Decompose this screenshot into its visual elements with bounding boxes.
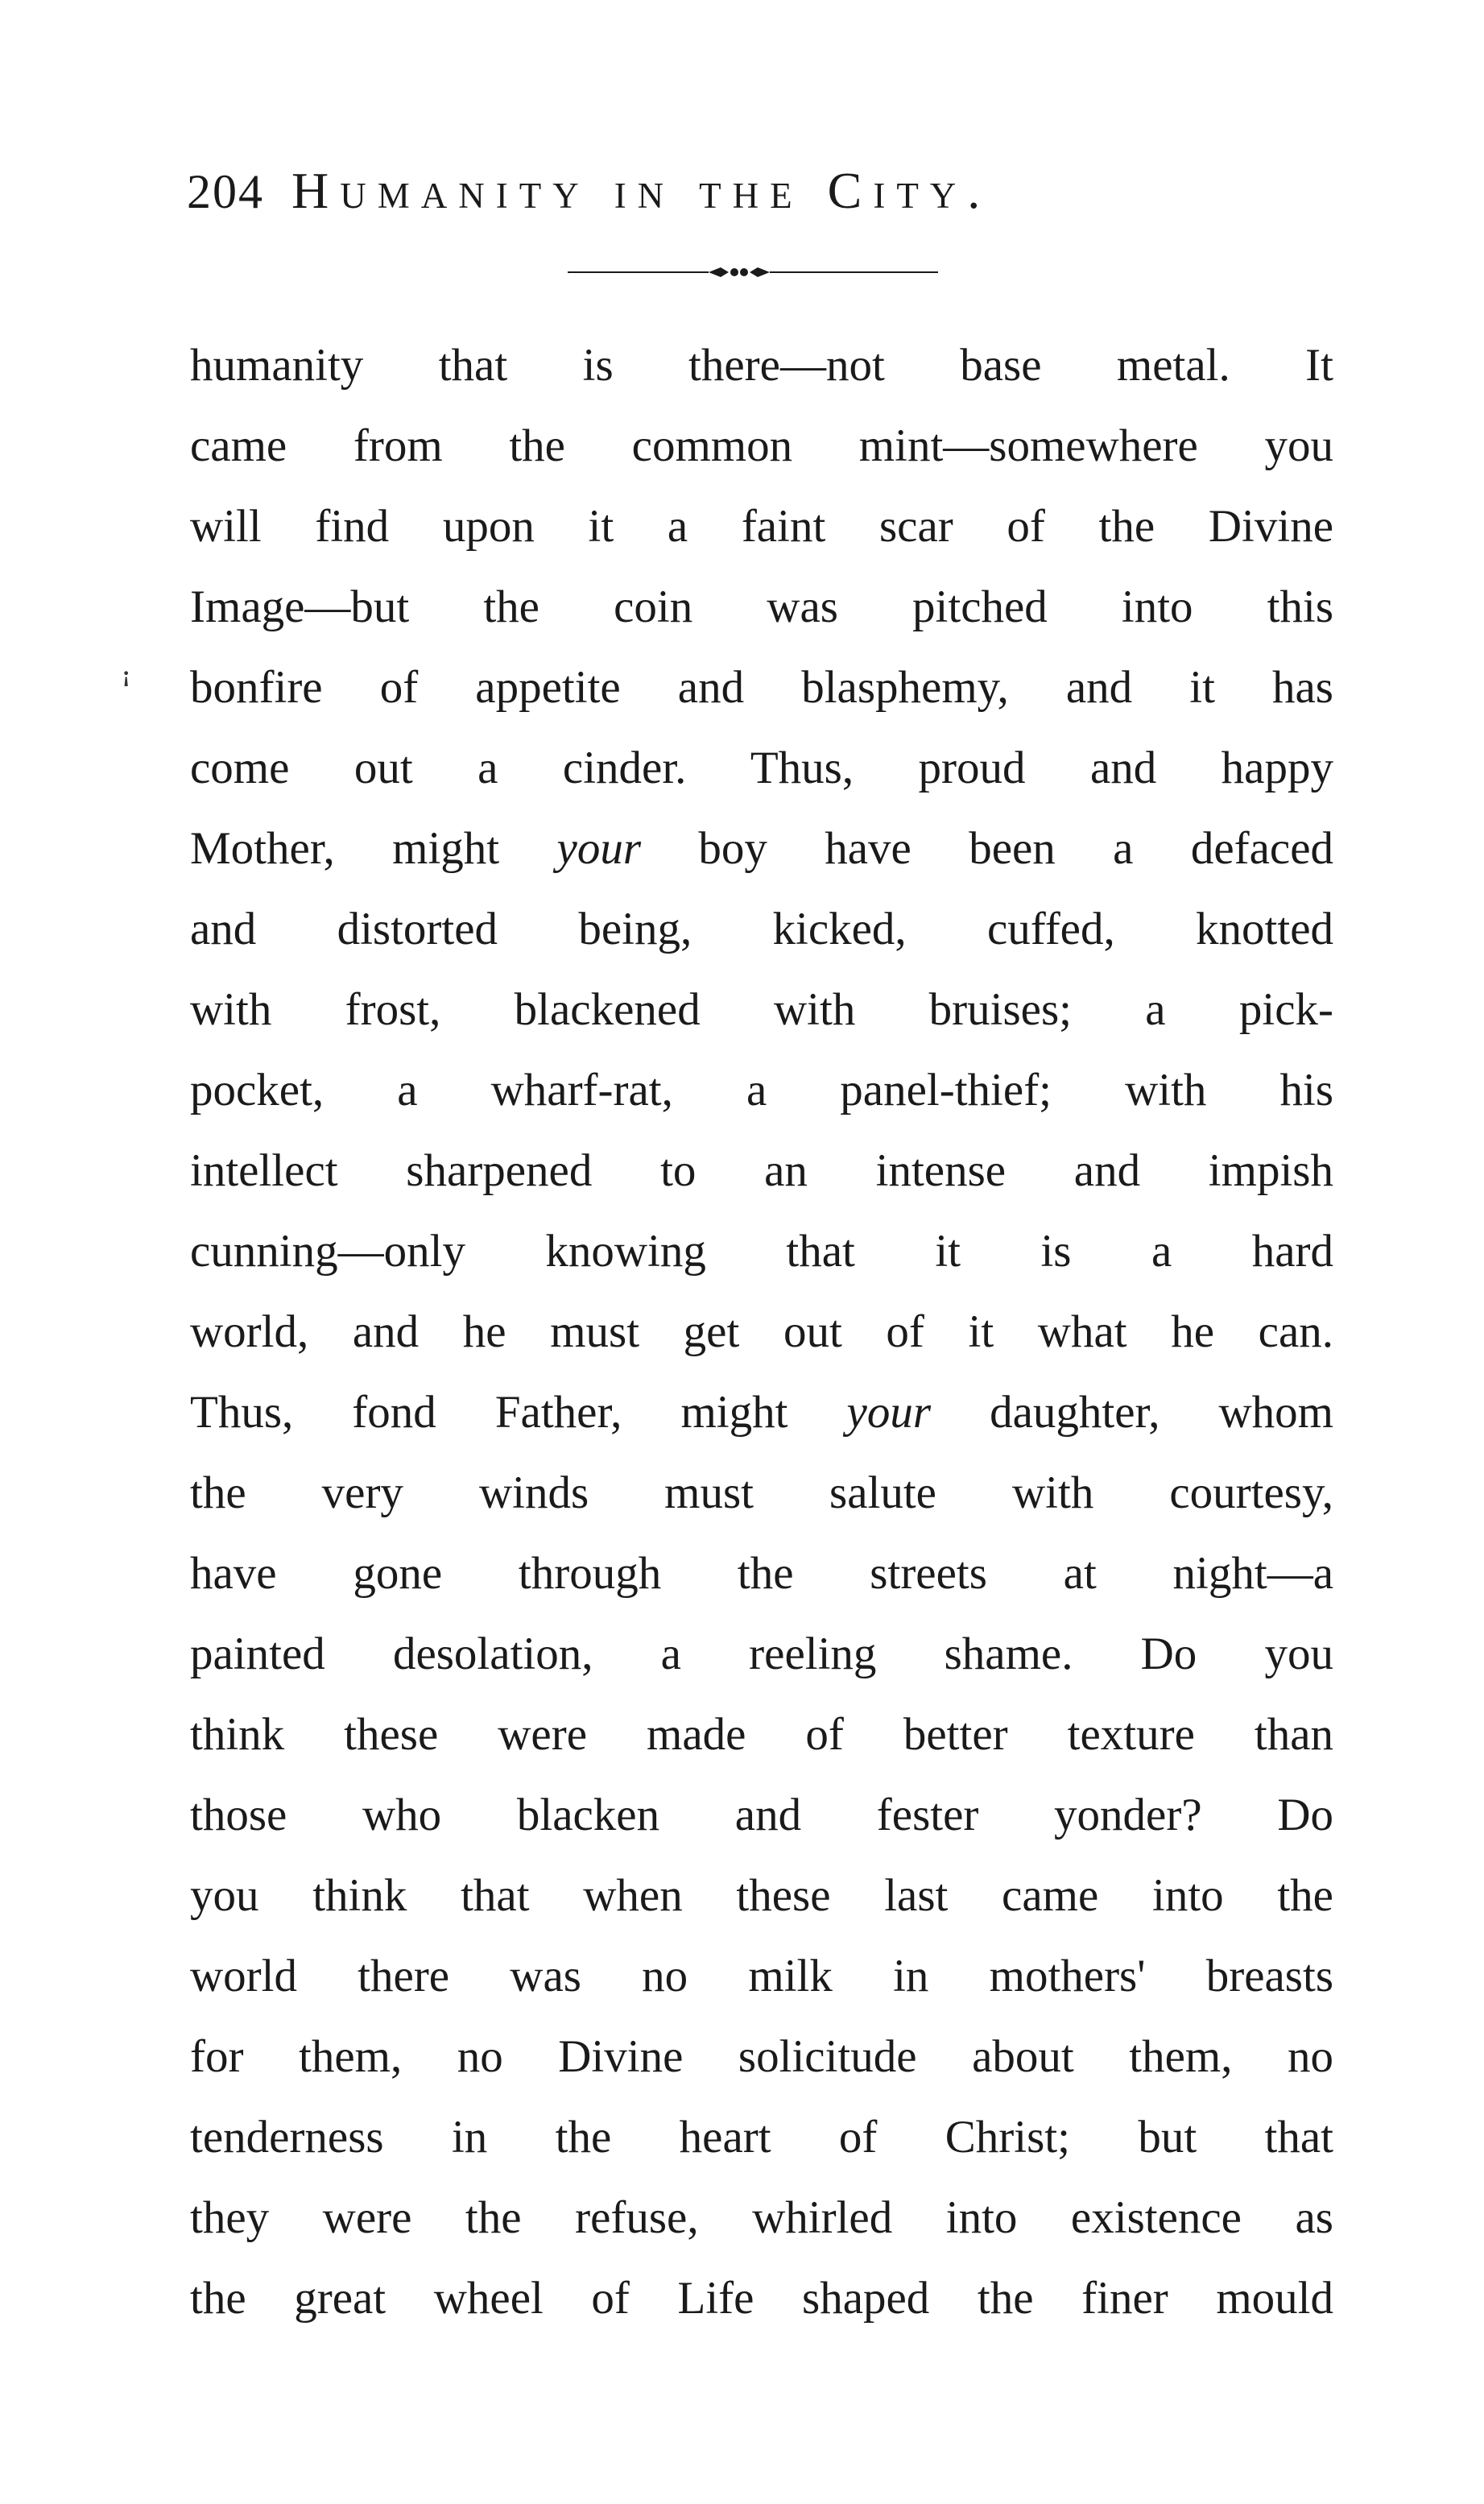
margin-mark: ꜞ bbox=[121, 671, 132, 707]
text-line bbox=[190, 1453, 1333, 1533]
text-line bbox=[190, 1533, 1333, 1614]
text-segment: with frost, blackened with bruises; a pick- bbox=[190, 984, 1333, 1035]
text-segment: world there was no milk in mothers' breasts bbox=[190, 1951, 1333, 2001]
text-line bbox=[190, 1211, 1333, 1292]
text-segment: came from the common mint—somewhere you bbox=[190, 420, 1333, 471]
text-segment: the very winds must salute with courtesy, bbox=[190, 1467, 1333, 1518]
page-header bbox=[187, 161, 1330, 226]
running-title: Humanity in the City. bbox=[291, 162, 992, 219]
text-line bbox=[190, 809, 1333, 889]
text-segment: Thus, fond Father, might bbox=[190, 1387, 847, 1438]
text-segment: they were the refuse, whirled into existence as bbox=[190, 2192, 1333, 2243]
text-line bbox=[190, 1695, 1333, 1775]
text-segment: boy have been a defaced bbox=[641, 823, 1333, 874]
text-segment: daughter, whom bbox=[931, 1387, 1333, 1438]
text-segment: and distorted being, kicked, cuffed, knotted bbox=[190, 904, 1333, 954]
text-segment: bonfire of appetite and blasphemy, and it has bbox=[190, 662, 1333, 713]
text-segment: painted desolation, a reeling shame. Do you bbox=[190, 1629, 1333, 1679]
text-segment: for them, no Divine solicitude about them, no bbox=[190, 2031, 1333, 2082]
italic-word: your bbox=[556, 823, 641, 874]
text-segment: Image—but the coin was pitched into this bbox=[190, 582, 1333, 632]
header-ornament-rule bbox=[568, 263, 938, 282]
text-line bbox=[190, 325, 1333, 406]
page-number: 204 bbox=[187, 165, 264, 218]
text-line bbox=[190, 567, 1333, 648]
text-line bbox=[190, 406, 1333, 486]
text-line bbox=[190, 728, 1333, 809]
text-line bbox=[190, 1936, 1333, 2017]
text-line bbox=[190, 1614, 1333, 1695]
text-segment: think these were made of better texture than bbox=[190, 1709, 1333, 1760]
text-segment: have gone through the streets at night—a bbox=[190, 1548, 1333, 1599]
text-line bbox=[190, 1372, 1333, 1453]
text-line bbox=[190, 889, 1333, 970]
text-segment: those who blacken and fester yonder? Do bbox=[190, 1790, 1333, 1840]
text-line bbox=[190, 648, 1333, 728]
text-segment: the great wheel of Life shaped the finer mould bbox=[190, 2273, 1333, 2324]
text-segment: world, and he must get out of it what he can. bbox=[190, 1306, 1333, 1357]
text-line bbox=[190, 1131, 1333, 1211]
text-segment: Mother, might bbox=[190, 823, 557, 874]
text-line bbox=[190, 2017, 1333, 2097]
text-line bbox=[190, 2178, 1333, 2258]
text-segment: pocket, a wharf-rat, a panel-thief; with his bbox=[190, 1065, 1333, 1115]
text-line bbox=[190, 1775, 1333, 1856]
text-segment: intellect sharpened to an intense and impish bbox=[190, 1145, 1333, 1196]
text-line bbox=[190, 486, 1333, 567]
text-segment: tenderness in the heart of Christ; but that bbox=[190, 2112, 1333, 2163]
text-segment: cunning—only knowing that it is a hard bbox=[190, 1226, 1333, 1277]
ornament-divider-icon bbox=[568, 263, 938, 282]
text-segment: will find upon it a faint scar of the Divine bbox=[190, 501, 1333, 552]
text-line bbox=[190, 1292, 1333, 1372]
text-line bbox=[190, 1050, 1333, 1131]
text-line bbox=[190, 1856, 1333, 1936]
text-line bbox=[190, 2258, 1333, 2339]
body-text bbox=[190, 325, 1333, 2339]
text-line bbox=[190, 970, 1333, 1050]
text-segment: you think that when these last came into the bbox=[190, 1870, 1333, 1921]
italic-word: your bbox=[846, 1387, 932, 1438]
text-segment: come out a cinder. Thus, proud and happy bbox=[190, 743, 1333, 793]
text-segment: humanity that is there—not base metal. It bbox=[190, 340, 1333, 391]
text-line bbox=[190, 2097, 1333, 2178]
